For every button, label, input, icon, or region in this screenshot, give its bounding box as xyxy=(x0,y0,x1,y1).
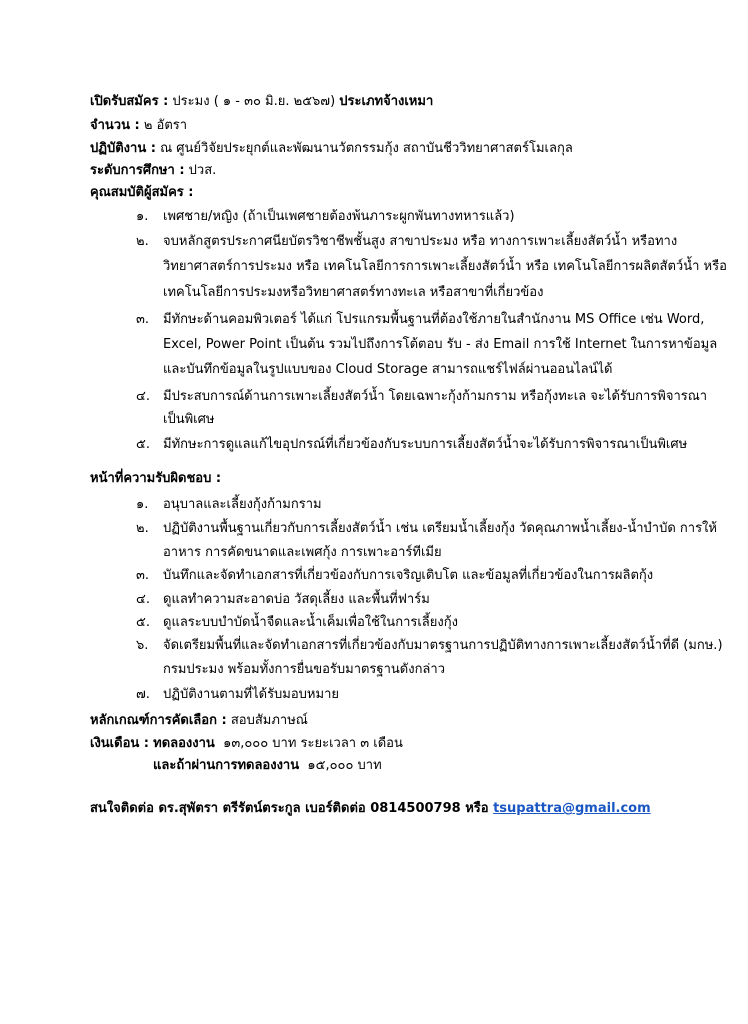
qual-text: เป็นพิเศษ xyxy=(163,412,215,427)
duty-text: อาหาร การคัดขนาดและเพศกุ้ง การเพาะอาร์ทีเมีย xyxy=(163,545,442,560)
open-line xyxy=(90,93,433,111)
duty-text: ปฏิบัติงานตามที่ได้รับมอบหมาย xyxy=(163,687,339,702)
duty-text: ดูแลทำความสะอาดบ่อ วัสดุเลี้ยง และพื้นที่ฟาร์ม xyxy=(163,592,430,607)
amount-line xyxy=(90,117,187,135)
duty-text: บันทึกและจัดทำเอกสารที่เกี่ยวข้องกับการเจริญเติบโต และข้อมูลที่เกี่ยวข้องในการผลิตกุ้ง xyxy=(163,568,654,583)
work-line xyxy=(90,140,573,158)
duty-number: ๔. xyxy=(136,592,150,607)
duty-text: ปฏิบัติงานพื้นฐานเกี่ยวกับการเลี้ยงสัตว์น้ำ เช่น เตรียมน้ำเลี้ยงกุ้ง วัดคุณภาพน้ำเลี้ยง-น้ำบำบัด การให้ xyxy=(163,521,717,536)
duty-text: จัดเตรียมพื้นที่และจัดทำเอกสารที่เกี่ยวข้องกับมาตรฐานการปฏิบัติทางการเพาะเลี้ยงสัตว์น้ำที่ดี (มกษ.) xyxy=(163,638,723,653)
qual-text: เทคโนโลยีการประมงหรือวิทยาศาสตร์ทางทะเล หรือสาขาที่เกี่ยวข้อง xyxy=(163,285,544,300)
work-label: ปฏิบัติงาน : xyxy=(90,141,156,156)
qual-number: ๔. xyxy=(136,389,150,404)
pass-value: ๑๕,๐๐๐ บาท xyxy=(307,758,382,773)
duty-text: กรมประมง พร้อมทั้งการยื่นขอรับมาตรฐานดังกล่าว xyxy=(163,662,446,677)
open-value: ประมง ( ๑ - ๓๐ มิ.ย. ๒๕๖๗) xyxy=(172,94,336,109)
duties-heading: หน้าที่ความรับผิดชอบ : xyxy=(90,471,222,486)
trial-value: ๑๓,๐๐๐ บาท ระยะเวลา ๓ เดือน xyxy=(223,736,403,751)
qual-text: มีทักษะการดูแลแก้ไขอุปกรณ์ที่เกี่ยวข้องกับระบบการเลี้ยงสัตว์น้ำจะได้รับการพิจารณาเป็นพิเศษ xyxy=(163,437,688,452)
qual-number: ๕. xyxy=(136,437,150,452)
selection-value: สอบสัมภาษณ์ xyxy=(230,713,308,728)
duty-number: ๒. xyxy=(136,521,149,536)
salary-label: เงินเดือน : xyxy=(90,736,149,751)
duty-number: ๕. xyxy=(136,615,150,630)
amount-value: ๒ อัตรา xyxy=(143,118,188,133)
qual-text: Excel, Power Point เป็นต้น รวมไปถึงการโต้ตอบ รับ - ส่ง Email การใช้ Internet ในการหาข้อมูล xyxy=(163,337,718,352)
qual-heading: คุณสมบัติผู้สมัคร : xyxy=(90,185,194,200)
duty-number: ๑. xyxy=(136,497,149,512)
qual-text: มีประสบการณ์ด้านการเพาะเลี้ยงสัตว์น้ำ โดยเฉพาะกุ้งก้ามกราม หรือกุ้งทะเล จะได้รับการพิจารณา xyxy=(163,389,708,404)
type-label: ประเภทจ้างเหมา xyxy=(339,94,434,109)
edu-line xyxy=(90,162,216,180)
pass-line xyxy=(153,757,382,775)
edu-label: ระดับการศึกษา : xyxy=(90,163,185,178)
duty-text: ดูแลระบบบำบัดน้ำจืดและน้ำเค็มเพื่อใช้ในการเลี้ยงกุ้ง xyxy=(163,615,458,630)
duty-number: ๖. xyxy=(136,638,149,653)
edu-value: ปวส. xyxy=(188,163,217,178)
qual-text: มีทักษะด้านคอมพิวเตอร์ ได้แก่ โปรแกรมพื้นฐานที่ต้องใช้ภายในสำนักงาน MS Office เช่น Word, xyxy=(163,312,705,327)
contact-line xyxy=(90,800,651,818)
email-link[interactable]: tsupattra@gmail.com xyxy=(493,801,651,816)
qual-number: ๒. xyxy=(136,234,149,249)
open-label: เปิดรับสมัคร : xyxy=(90,94,169,109)
salary-line xyxy=(90,735,403,753)
selection-line xyxy=(90,712,308,730)
pass-label: และถ้าผ่านการทดลองงาน xyxy=(153,758,300,773)
duty-text: อนุบาลและเลี้ยงกุ้งก้ามกราม xyxy=(163,497,322,512)
qual-text: เพศชาย/หญิง (ถ้าเป็นเพศชายต้องพ้นภาระผูกพันทางทหารแล้ว) xyxy=(163,209,515,224)
qual-text: วิทยาศาสตร์การประมง หรือ เทคโนโลยีการการเพาะเลี้ยงสัตว์น้ำ หรือ เทคโนโลยีการผลิตสัตว์น้ำ หรือ xyxy=(163,259,727,274)
qual-number: ๓. xyxy=(136,312,150,327)
amount-label: จำนวน : xyxy=(90,118,140,133)
qual-text: และบันทึกข้อมูลในรูปแบบของ Cloud Storage สามารถแชร์ไฟล์ผ่านออนไลน์ได้ xyxy=(163,362,613,377)
selection-label: หลักเกณฑ์การคัดเลือก : xyxy=(90,713,227,728)
qual-number: ๑. xyxy=(136,209,149,224)
duty-number: ๓. xyxy=(136,568,150,583)
work-value: ณ ศูนย์วิจัยประยุกต์และพัฒนานวัตกรรมกุ้ง สถาบันชีววิทยาศาสตร์โมเลกุล xyxy=(160,141,573,156)
contact-text: สนใจติดต่อ ดร.สุพัตรา ตรีรัตน์ตระกูล เบอร์ติดต่อ 0814500798 หรือ xyxy=(90,801,489,816)
trial-label: ทดลองงาน xyxy=(153,736,215,751)
duty-number: ๗. xyxy=(136,687,150,702)
qual-text: จบหลักสูตรประกาศนียบัตรวิชาชีพชั้นสูง สาขาประมง หรือ ทางการเพาะเลี้ยงสัตว์น้ำ หรือทาง xyxy=(163,234,678,249)
